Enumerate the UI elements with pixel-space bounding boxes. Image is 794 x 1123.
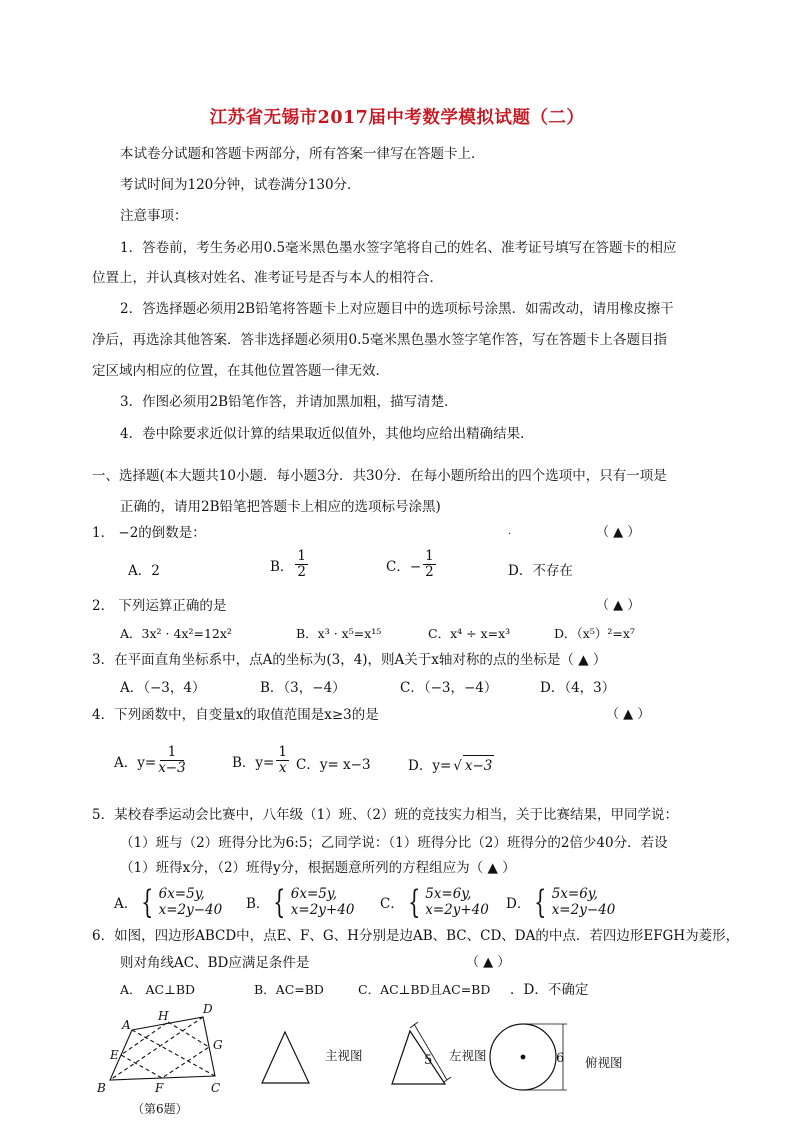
q1-option-c <box>386 549 438 580</box>
vertex-label: H <box>158 1009 169 1023</box>
q4-option-d <box>408 755 494 776</box>
fraction: $\frac{1}{2}$ <box>297 548 307 580</box>
equation-system: { 5x=6y, x=2y+40 <box>407 883 489 921</box>
q6-option-a: A． AC⊥BD <box>120 982 196 997</box>
q3-option-a: A．（−3，4） <box>120 680 206 696</box>
quad-vertex-labels <box>96 1002 223 1095</box>
answer-mark: （ ▲ ） <box>466 955 511 970</box>
sqrt-radicand: x−3 <box>463 755 495 776</box>
vertex-label: D <box>203 1002 213 1016</box>
left-view-triangle <box>392 1031 445 1084</box>
q5-option-a-label: A． <box>114 896 138 912</box>
equation-system: { 5x=6y, x=2y−40 <box>534 883 616 921</box>
q3-option-b: B．（3，−4） <box>260 680 346 696</box>
q5-option-c-label: C． <box>380 896 404 912</box>
q4-stem: 4．下列函数中，自变量x的取值范围是x≥3的是 <box>92 707 379 723</box>
answer-mark: （ ▲ ） <box>596 598 641 613</box>
note-line: 本试卷分试题和答题卡两部分，所有答案一律写在答题卡上． <box>120 146 485 162</box>
figures-area <box>0 1000 794 1123</box>
q5-option-d-label: D． <box>506 896 531 912</box>
dimension-5 <box>410 1022 451 1082</box>
fraction: $\frac{1}{x}$ <box>278 744 287 776</box>
q5-stem: （1）班与（2）班得分比为6:5；乙同学说：（1）班得分比（2）班得分的2倍少40分．若设 <box>120 835 668 851</box>
q4-option-a-label: A．y= <box>114 754 157 771</box>
section-heading: 正确的，请用2B铅笔把答题卡上相应的选项标号涂黑) <box>120 499 441 515</box>
q2-option-c: C．x⁴ ÷ x=x³ <box>428 626 511 641</box>
q3-stem: 3．在平面直角坐标系中，点A的坐标为(3，4)，则A关于x轴对称的点的坐标是（ ▲ ） <box>92 652 607 668</box>
fraction: $\frac{1}{2}$ <box>425 548 434 580</box>
stray-dot: . <box>508 526 512 537</box>
note-line: 位置上，并认真核对姓名、准考证号是否与本人的相符合． <box>92 270 443 286</box>
q5-option-c <box>380 883 489 921</box>
note-line: 净后，再选涂其他答案．答非选择题必须用0.5毫米黑色墨水签字笔作答，写在答题卡上各题目指 <box>92 332 667 348</box>
q2-option-a: A．3x² · 4x²=12x² <box>120 626 232 641</box>
q1-option-a: A．2 <box>128 563 160 579</box>
q5-option-d <box>506 883 616 921</box>
vertex-label: A <box>122 1018 131 1032</box>
rhombus-efgh <box>121 1022 209 1078</box>
dimension-label: 5 <box>424 1053 433 1068</box>
q2-stem: 2． 下列运算正确的是 <box>92 598 227 614</box>
vertex-label: F <box>155 1081 164 1095</box>
sqrt-sign: √ <box>453 757 462 774</box>
note-line: 定区域内相应的位置，在其他位置答题一律无效． <box>92 363 389 379</box>
vertex-label: E <box>110 1048 119 1062</box>
q1-option-d: D．不存在 <box>508 563 573 579</box>
note-line: 1．答卷前，考生务必用0.5毫米黑色墨水签字笔将自己的姓名、准考证号填写在答题卡的相应 <box>120 240 677 256</box>
note-line: 2．答选择题必须用2B铅笔将答题卡上对应题目中的选项标号涂黑．如需改动，请用橡皮擦干 <box>120 301 674 317</box>
q1-stem: 1． −2的倒数是： <box>92 525 206 541</box>
equation-system: { 6x=5y, x=2y−40 <box>141 883 223 921</box>
q2-option-b: B．x³ · x⁵=x¹⁵ <box>296 626 382 641</box>
top-view-label: 俯视图 <box>585 1055 623 1070</box>
vertex-label: B <box>97 1081 106 1095</box>
page-title: 江苏省无锡市2017届中考数学模拟试题（二） <box>209 108 585 128</box>
note-line: 3．作图必须用2B铅笔作答，并请加黑加粗，描写清楚． <box>120 394 458 410</box>
left-view-label: 左视图 <box>449 1048 487 1063</box>
circle-center <box>521 1055 526 1060</box>
q1-option-b <box>270 549 310 580</box>
vertex-label: C <box>211 1081 221 1095</box>
note-line: 4．卷中除要求近似计算的结果取近似值外，其他均应给出精确结果． <box>120 426 534 442</box>
equation-system: { 6x=5y, x=2y+40 <box>273 883 355 921</box>
section-heading: 一、选择题(本大题共10小题．每小题3分．共30分．在每小题所给出的四个选项中，只有一项是 <box>92 468 667 484</box>
q4-option-a <box>114 745 188 776</box>
q4-option-d-label: D．y= <box>408 757 452 774</box>
q1-option-c-label: C．− <box>386 558 422 575</box>
front-view-label: 主视图 <box>325 1048 363 1063</box>
q6-option-b: B．AC=BD <box>254 982 324 997</box>
answer-mark: （ ▲ ） <box>606 707 651 722</box>
answer-mark: （ ▲ ） <box>596 525 641 540</box>
q4-option-b-label: B．y= <box>232 754 275 771</box>
dimension-label: 6 <box>556 1051 565 1066</box>
q5-option-b <box>246 883 355 921</box>
front-view-triangle <box>262 1032 309 1083</box>
q4-option-b <box>232 745 291 776</box>
q3-option-d: D．（4，3） <box>540 680 616 696</box>
note-line: 注意事项： <box>120 208 188 224</box>
q5-option-b-label: B． <box>246 896 270 912</box>
vertex-label: G <box>213 1038 223 1052</box>
note-line: 考试时间为120分钟，试卷满分130分． <box>120 177 361 193</box>
q6-option-d: ．D．不确定 <box>510 982 589 998</box>
q4-option-c: C．y= x−3 <box>296 757 371 773</box>
figure-caption: （第6题） <box>132 1102 188 1116</box>
q5-stem: 5．某校春季运动会比赛中，八年级（1）班、（2）班的竞技实力相当，关于比赛结果，甲同学说： <box>92 807 679 823</box>
q6-stem: 则对角线AC、BD应满足条件是 <box>120 955 310 971</box>
fraction: $\frac{1}{x-3}$ <box>158 744 186 776</box>
q6-option-c: C．AC⊥BD且AC=BD <box>358 982 491 997</box>
q3-option-c: C．（−3，−4） <box>400 680 498 696</box>
q1-option-b-label: B． <box>270 558 294 575</box>
q6-stem: 6．如图，四边形ABCD中，点E、F、G、H分别是边AB、BC、CD、DA的中点．若四边形EFGH为菱形， <box>92 928 740 944</box>
q5-option-a <box>114 883 223 921</box>
q2-option-d: D．（x⁵）²=x⁷ <box>554 626 635 641</box>
q5-stem: （1）班得x分，（2）班得y分，根据题意所列的方程组应为（ ▲ ） <box>120 860 516 876</box>
